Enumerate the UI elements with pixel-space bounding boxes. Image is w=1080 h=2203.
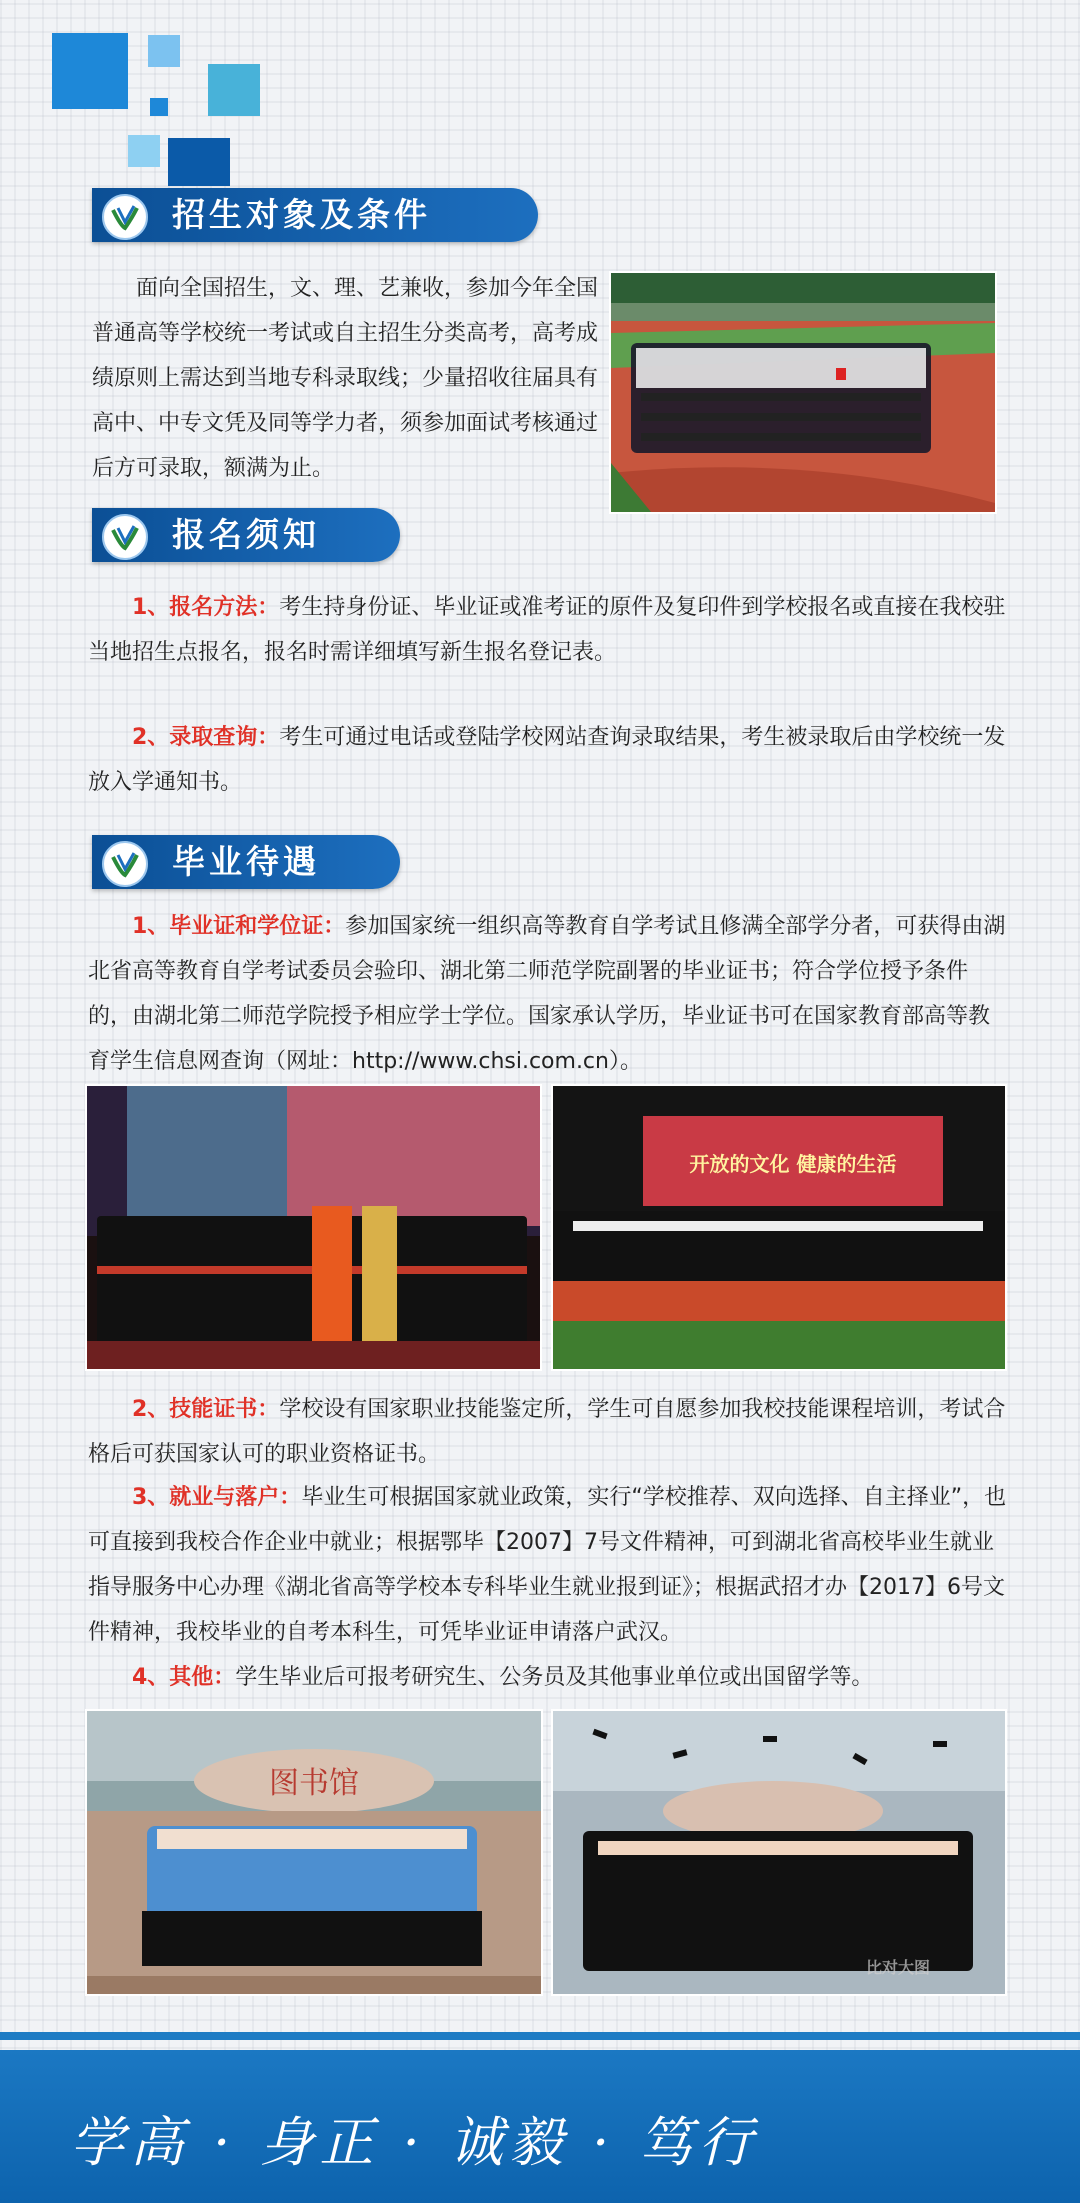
bottom-divider	[0, 2032, 1080, 2040]
item-text: 毕业生可根据国家就业政策，实行“学校推荐、双向选择、自主择业”，也可直接到我校合作企业中就业；根据鄂毕【2007】7号文件精神，可到湖北省高校毕业生就业指导服务中心办理《湖北省高等学校本专科毕业生就业报到证》；根据武招才办【2017】6号文件精神，我校毕业的自考本科生，可凭毕业证申请落户武汉。	[88, 1485, 1007, 1645]
library-sign-text: 图书馆	[269, 1766, 359, 1801]
graduation-item-1	[88, 904, 1008, 1084]
item-label: 4、其他：	[132, 1665, 236, 1690]
item-text: 考生持身份证、毕业证或准考证的原件及复印件到学校报名或直接在我校驻当地招生点报名，报名时需详细填写新生报名登记表。	[88, 595, 1006, 665]
item-label: 1、毕业证和学位证：	[132, 914, 346, 939]
item-label: 1、报名方法：	[132, 595, 280, 620]
graduation-item-4	[88, 1655, 1008, 1700]
decor-square	[128, 135, 160, 167]
section-title: 报名须知	[172, 515, 320, 554]
section-title: 招生对象及条件	[172, 195, 431, 234]
photo-cap-toss	[551, 1709, 1007, 1996]
watermark-text: 比对大图	[865, 1958, 931, 1977]
item-text: 参加国家统一组织高等教育自学考试且修满全部学分者，可获得由湖北省高等教育自学考试委员会验印、湖北第二师范学院副署的毕业证书；符合学位授予条件的，由湖北第二师范学院授予相应学士学位。国家承认学历，毕业证书可在国家教育部高等教育学生信息网查询（网址：http://www.chsi.com.cn）。	[88, 914, 1006, 1074]
item-text: 考生可通过电话或登陆学校网站查询录取结果，考生被录取后由学校统一发放入学通知书。	[88, 725, 1006, 795]
school-logo-icon	[102, 841, 148, 887]
photo-graduation-ceremony	[85, 1084, 542, 1371]
graduation-item-2	[88, 1387, 1008, 1477]
item-label: 2、录取查询：	[132, 725, 280, 750]
graduation-item-3	[88, 1475, 1008, 1655]
section-title: 毕业待遇	[172, 842, 320, 881]
section-header-registration	[92, 508, 400, 562]
photo-students-library	[85, 1709, 543, 1996]
item-label: 3、就业与落户：	[132, 1485, 302, 1510]
decor-square	[168, 138, 230, 186]
decor-square	[150, 98, 168, 116]
admission-text: 面向全国招生，文、理、艺兼收，参加今年全国普通高等学校统一考试或自主招生分类高考，高考成绩原则上需达到当地专科录取线；少量招收往届具有高中、中专文凭及同等学力者，须参加面试考核通过后方可录取，额满为止。	[92, 276, 599, 481]
stage-banner-text: 开放的文化 健康的生活	[689, 1152, 897, 1176]
item-text: 学生毕业后可报考研究生、公务员及其他事业单位或出国留学等。	[235, 1665, 874, 1690]
section-header-admission	[92, 188, 538, 242]
photo-marching-students	[609, 271, 997, 514]
registration-item-2	[88, 715, 1008, 805]
item-label: 2、技能证书：	[132, 1397, 280, 1422]
admission-paragraph	[92, 266, 602, 491]
decor-square	[148, 35, 180, 67]
school-logo-icon	[102, 194, 148, 240]
section-header-graduation	[92, 835, 400, 889]
photo-degree-conferring	[551, 1084, 1007, 1371]
decor-square	[208, 64, 260, 116]
registration-item-1	[88, 585, 1008, 675]
item-text: 学校设有国家职业技能鉴定所，学生可自愿参加我校技能课程培训，考试合格后可获国家认可的职业资格证书。	[88, 1397, 1006, 1467]
decor-square	[52, 33, 128, 109]
school-logo-icon	[102, 514, 148, 560]
school-motto: 学高 · 身正 · 诚毅 · 笃行	[70, 2111, 759, 2174]
